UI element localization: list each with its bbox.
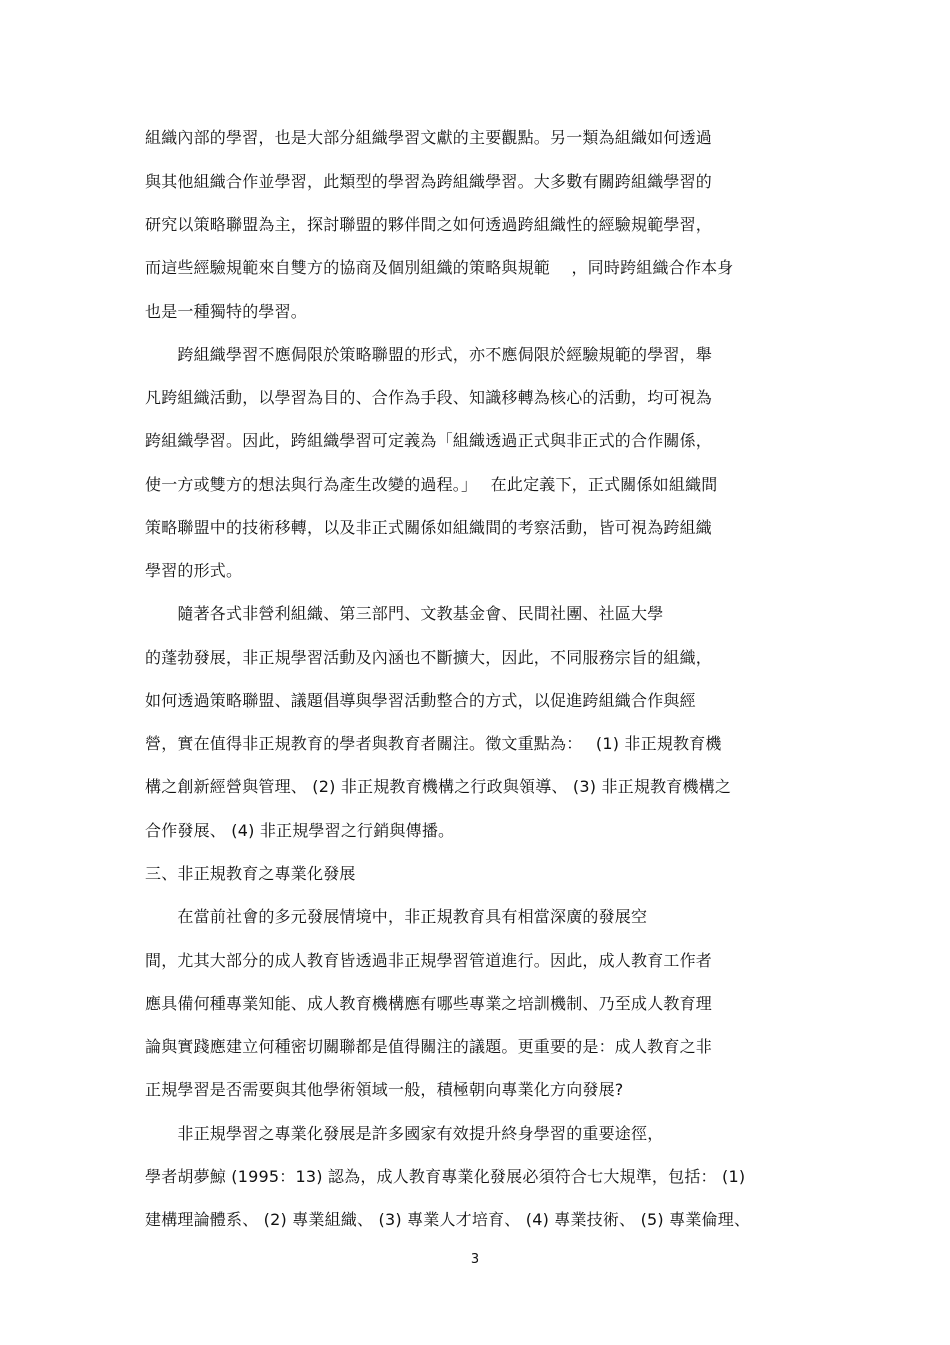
text-line: 如何透過策略聯盟、議題倡導與學習活動整合的方式，以促進跨組織合作與經 xyxy=(145,691,696,710)
text-line: 營，實在值得非正規教育的學者與教育者關注。徵文重點為： (1) 非正規教育機 xyxy=(145,734,722,753)
text-line: 建構理論體系、 (2) 專業組織、 (3) 專業人才培育、 (4) 專業技術、 (5) 專業倫理、 xyxy=(145,1210,751,1229)
paragraph-start: 非正規學習之專業化發展是許多國家有效提升終身學習的重要途徑， xyxy=(145,1124,664,1143)
text-line: 策略聯盟中的技術移轉，以及非正式關係如組織間的考察活動，皆可視為跨組織 xyxy=(145,518,713,537)
text-line: 也是一種獨特的學習。 xyxy=(145,302,308,321)
text-line: 而這些經驗規範來自雙方的協商及個別組織的策略與規範 ，同時跨組織合作本身 xyxy=(145,258,734,277)
text-line: 組織內部的學習，也是大部分組織學習文獻的主要觀點。另一類為組織如何透過 xyxy=(145,128,713,147)
page-number: 3 xyxy=(470,1252,480,1267)
text-line: 論與實踐應建立何種密切關聯都是值得關注的議題。更重要的是：成人教育之非 xyxy=(145,1037,713,1056)
paragraph-start: 在當前社會的多元發展情境中，非正規教育具有相當深廣的發展空 xyxy=(145,907,648,926)
section-heading: 三、非正規教育之專業化發展 xyxy=(145,864,356,883)
text-line: 應具備何種專業知能、成人教育機構應有哪些專業之培訓機制、乃至成人教育理 xyxy=(145,994,713,1013)
text-line: 使一方或雙方的想法與行為產生改變的過程。」 在此定義下，正式關係如組織間 xyxy=(145,475,718,494)
text-line: 正規學習是否需要與其他學術領域一般，積極朝向專業化方向發展? xyxy=(145,1080,624,1099)
text-line: 合作發展、 (4) 非正規學習之行銷與傳播。 xyxy=(145,821,455,840)
text-line: 與其他組織合作並學習，此類型的學習為跨組織學習。大多數有關跨組織學習的 xyxy=(145,172,713,191)
text-line: 間，尤其大部分的成人教育皆透過非正規學習管道進行。因此，成人教育工作者 xyxy=(145,951,713,970)
text-line: 跨組織學習。因此，跨組織學習可定義為「組織透過正式與非正式的合作關係， xyxy=(145,431,713,450)
text-line: 凡跨組織活動，以學習為目的、合作為手段、知識移轉為核心的活動，均可視為 xyxy=(145,388,713,407)
text-line: 學習的形式。 xyxy=(145,561,243,580)
text-line: 構之創新經營與管理、 (2) 非正規教育機構之行政與領導、 (3) 非正規教育機構之 xyxy=(145,777,732,796)
text-line: 的蓬勃發展，非正規學習活動及內涵也不斷擴大，因此，不同服務宗旨的組織， xyxy=(145,648,713,667)
paragraph-start: 跨組織學習不應侷限於策略聯盟的形式，亦不應侷限於經驗規範的學習，舉 xyxy=(145,345,713,364)
paragraph-start: 隨著各式非營利組織、第三部門、文教基金會、民間社團、社區大學 xyxy=(145,604,664,623)
text-line: 學者胡夢鯨 (1995：13) 認為，成人教育專業化發展必須符合七大規準，包括： (1) xyxy=(145,1167,746,1186)
text-line: 研究以策略聯盟為主，探討聯盟的夥伴間之如何透過跨組織性的經驗規範學習， xyxy=(145,215,713,234)
